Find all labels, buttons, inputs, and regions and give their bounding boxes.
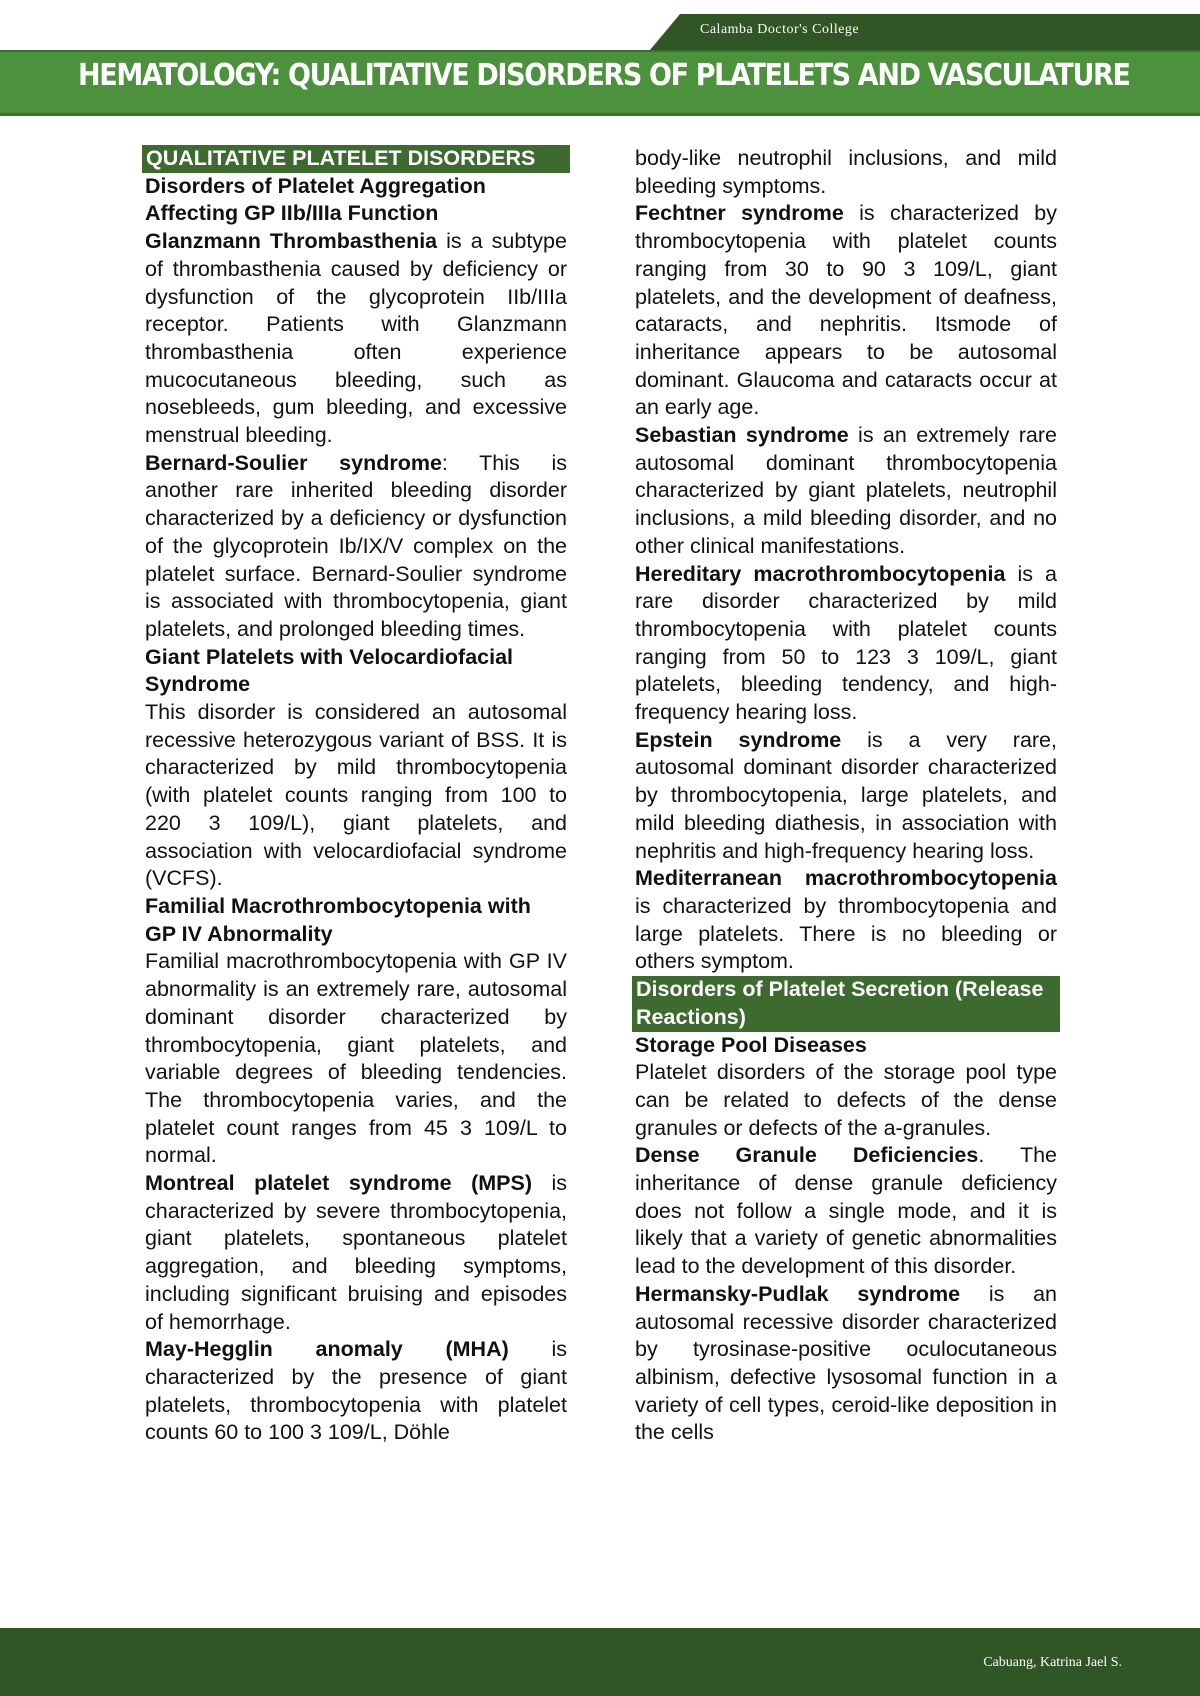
paragraph-mediterranean: Mediterranean macrothrombocytopenia is characterized by thrombocytopenia and large platelets. There is no bleeding or others symptom. xyxy=(635,866,1057,974)
author-name: Cabuang, Katrina Jael S. xyxy=(983,1655,1122,1670)
paragraph-sebastian: Sebastian syndrome is an extremely rare autosomal dominant thrombocytopenia characterized by giant platelets, neutrophil inclusions, a mild bleeding disorder, and no other clinical manifestations. xyxy=(635,423,1057,558)
paragraph-epstein: Epstein syndrome is a very rare, autosomal dominant disorder characterized by thrombocytopenia, large platelets, and mild bleeding diathesis, in association with nephritis and high-frequency hearing loss. xyxy=(635,727,1057,863)
paragraph-montreal: Montreal platelet syndrome (MPS) is characterized by severe thrombocytopenia, giant platelets, spontaneous platelet aggregation, and bleeding symptoms, including significant bruising and episodes of hemorrhage. xyxy=(145,1171,567,1334)
paragraph-glanzmann: Glanzmann Thrombasthenia is a subtype of thrombasthenia caused by deficiency or dysfunction of the glycoprotein IIb/IIIa receptor. Patients with Glanzmann thrombasthenia often experience mucocutaneous bleeding, such as nosebleeds, gum bleeding, and excessive menstrual bleeding. xyxy=(145,229,567,448)
paragraph-vcfs: This disorder is considered an autosomal recessive heterozygous variant of BSS. It is characterized by mild thrombocytopenia (with platelet counts ranging from 100 to 220 3 109/L), giant platelets, and association with velocardiofacial syndrome (VCFS). xyxy=(145,700,567,891)
paragraph-hermansky-pudlak: Hermansky-Pudlak syndrome is an autosomal recessive disorder characterized by tyrosinase-positive oculocutaneous albinism, defective lysosomal function in a variety of cell types, ceroid-like deposition in the cells xyxy=(635,1281,1057,1445)
paragraph-may-hegglin: May-Hegglin anomaly (MHA) is characterized by the presence of giant platelets, thrombocytopenia with platelet counts 60 to 100 3 109/L, Döhle xyxy=(145,1337,568,1445)
paragraph-gp4: Familial macrothrombocytopenia with GP IV abnormality is an extremely rare, autosomal dominant disorder characterized by thrombocytopenia, giant platelets, and variable degrees of bleeding tendencies. The thrombocytopenia varies, and the platelet count ranges from 45 3 109/L to normal. xyxy=(145,949,567,1168)
subheading-vcfs: Giant Platelets with Velocardiofacial Syndrome xyxy=(145,644,514,697)
header-top-strip xyxy=(0,14,1200,50)
paragraph-hereditary: Hereditary macrothrombocytopenia is a rare disorder characterized by mild thrombocytopenia with platelet counts ranging from 50 to 123 3 109/L, giant platelets, bleeding tendency, and high-frequency hearing loss. xyxy=(635,561,1057,725)
subheading-storage-pool: Storage Pool Diseases xyxy=(635,1032,867,1057)
paragraph-bernard-soulier: Bernard-Soulier syndrome: This is another rare inherited bleeding disorder characterized by a deficiency or dysfunction of the glycoprotein Ib/IX/V complex on the platelet surface. Bernard-Soulier syndrome is associated with thrombocytopenia, giant platelets, and prolonged bleeding times. xyxy=(145,450,567,641)
paragraph-continuation: body-like neutrophil inclusions, and mild bleeding symptoms. xyxy=(635,146,1057,198)
right-column xyxy=(635,145,1057,1447)
paragraph-dense-granule: Dense Granule Deficiencies. The inheritance of dense granule deficiency does not follow a single mode, and it is likely that a variety of genetic abnormalities lead to the development of this disorder. xyxy=(635,1143,1057,1279)
subheading-gp4: Familial Macrothrombocytopenia with GP IV Abnormality xyxy=(145,893,531,946)
paragraph-storage-pool: Platelet disorders of the storage pool type can be related to defects of the dense granules or defects of the a-granules. xyxy=(635,1060,1057,1140)
paragraph-fechtner: Fechtner syndrome is characterized by thrombocytopenia with platelet counts ranging from 30 to 90 3 109/L, giant platelets, and the development of deafness, cataracts, and nephritis. Itsmode of inheritance appears to be autosomal dominant. Glaucoma and cataracts occur at an early age. xyxy=(635,201,1057,420)
page-title: HEMATOLOGY: QUALITATIVE DISORDERS OF PLATELETS AND VASCULATURE xyxy=(78,58,1130,93)
section-heading-secretion: Disorders of Platelet Secretion (Release Reactions) xyxy=(632,976,1060,1031)
left-column xyxy=(145,145,567,1447)
college-name: Calamba Doctor's College xyxy=(700,22,860,37)
section-heading-qualitative: QUALITATIVE PLATELET DISORDERS xyxy=(142,145,570,173)
subheading-aggregation: Disorders of Platelet Aggregation Affecting GP IIb/IIIa Function xyxy=(145,173,486,226)
